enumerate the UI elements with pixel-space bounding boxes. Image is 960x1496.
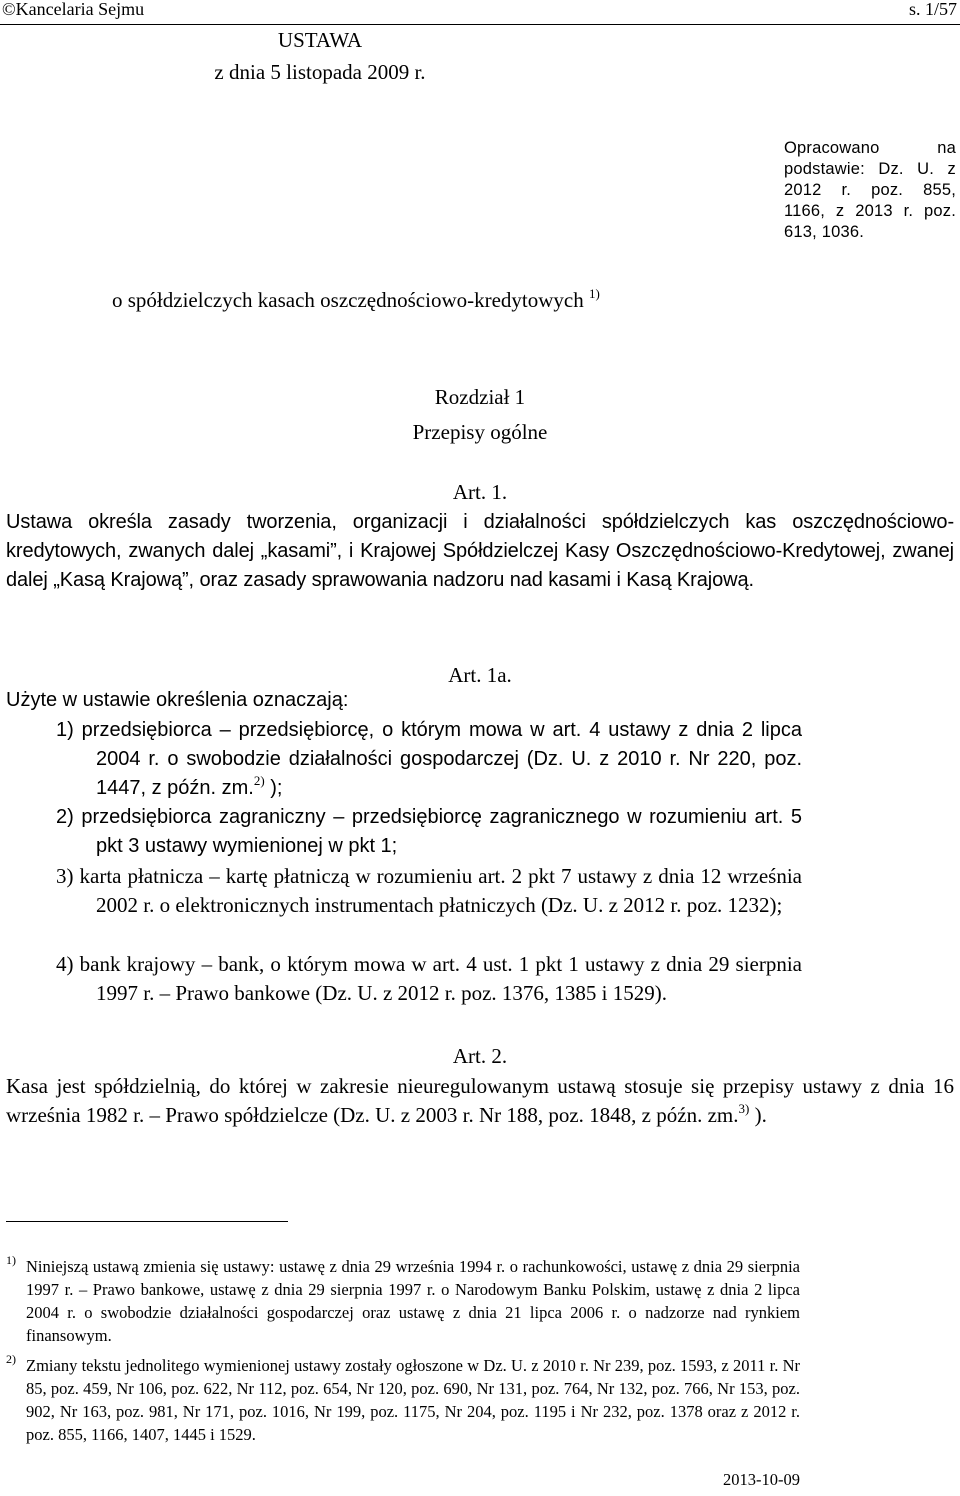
source-note-line: Opracowano na bbox=[784, 139, 956, 157]
definition-item bbox=[56, 803, 802, 861]
document-date: 2013-10-09 bbox=[723, 1470, 800, 1489]
footnote-text: Zmiany tekstu jednolitego wymienionej ustawy zostały ogłoszone w Dz. U. z 2010 r. Nr 239, poz. 1593, z 2011 r. Nr 85, poz. 459, Nr 106, poz. 622, Nr 112, poz. 654, Nr 120, poz. 690, Nr 131, poz. 764, Nr 132, poz. 766, Nr 153, poz. 902, Nr 163, poz. 981, Nr 171, poz. 1016, Nr 199, poz. 1175, Nr 204, poz. 1195 i Nr 232, poz. 1378 oraz z 2012 r. poz. 855, 1166, 1407, 1445 i 1529. bbox=[26, 1356, 800, 1444]
chapter-number: Rozdział 1 bbox=[434, 385, 526, 409]
definition-item bbox=[56, 950, 802, 1008]
act-title-block bbox=[120, 24, 520, 88]
act-subject-text: o spółdzielczych kasach oszczędnościowo-kredytowych bbox=[112, 288, 584, 312]
page-number: s. 1/57 bbox=[908, 0, 957, 19]
item-number: 4) bbox=[56, 952, 74, 976]
article-tail: ). bbox=[749, 1103, 767, 1127]
footnote bbox=[6, 1354, 800, 1446]
article-text bbox=[6, 1072, 954, 1130]
source-note bbox=[784, 138, 956, 243]
article-intro: Użyte w ustawie określenia oznaczają: bbox=[6, 689, 349, 711]
item-text: przedsiębiorca zagraniczny – przedsiębiorcę zagranicznego w rozumieniu art. 5 pkt 3 ustawy wymienionej w pkt 1; bbox=[81, 806, 802, 857]
footnote-mark: 1) bbox=[6, 1253, 16, 1267]
article-body: Kasa jest spółdzielnią, do której w zakresie nieuregulowanym ustawą stosuje się przepisy ustawy z dnia 16 września 1982 r. – Prawo spółdzielcze (Dz. U. z 2003 r. Nr 188, poz. 1848, z późn. zm. bbox=[6, 1074, 954, 1127]
source-note-line: 1166, z 2013 r. poz. bbox=[784, 202, 956, 220]
source-note-line: 613, 1036. bbox=[784, 223, 864, 241]
item-text: karta płatnicza – kartę płatniczą w rozumieniu art. 2 pkt 7 ustawy z dnia 12 września 2002 r. o elektronicznych instrumentach płatniczych (Dz. U. z 2012 r. poz. 1232); bbox=[79, 864, 802, 917]
act-type: USTAWA bbox=[277, 28, 363, 52]
publisher-header: ©Kancelaria Sejmu bbox=[2, 0, 145, 19]
footnote-separator bbox=[6, 1221, 288, 1222]
item-number: 1) bbox=[56, 719, 74, 741]
act-subject bbox=[112, 288, 600, 313]
chapter-name: Przepisy ogólne bbox=[412, 420, 548, 444]
footnote-ref[interactable]: 1) bbox=[589, 286, 600, 301]
footnote-ref[interactable]: 2) bbox=[253, 773, 265, 788]
footnote-ref[interactable]: 3) bbox=[738, 1101, 750, 1116]
source-note-line: podstawie: Dz. U. z bbox=[784, 160, 956, 178]
item-number: 2) bbox=[56, 806, 74, 828]
article-text: Ustawa określa zasady tworzenia, organizacji i działalności spółdzielczych kas oszczędnościowo-kredytowych, zwanych dalej „kasami”, i Krajowej Spółdzielczej Kasy Oszczędnościowo-Kredytowej, zwanej dalej „Kasą Krajową”, oraz zasady sprawowania nadzoru nad kasami i Kasą Krajową. bbox=[6, 511, 954, 591]
footnote bbox=[6, 1255, 800, 1347]
footnote-mark: 2) bbox=[6, 1352, 16, 1366]
article-heading: Art. 2. bbox=[452, 1044, 508, 1068]
definition-item bbox=[56, 862, 802, 920]
item-text: przedsiębiorca – przedsiębiorcę, o którym mowa w art. 4 ustawy z dnia 2 lipca 2004 r. o swobodzie działalności gospodarczej (Dz. U. z 2010 r. Nr 220, poz. 1447, z późn. zm. bbox=[81, 719, 802, 799]
footnote-text: Niniejszą ustawą zmienia się ustawy: ustawę z dnia 29 września 1994 r. o rachunkowości, ustawę z dnia 29 sierpnia 1997 r. – Prawo bankowe, ustawę z dnia 29 sierpnia 1997 r. o Narodowym Banku Polskim, ustawę z dnia 2 lipca 2004 r. o swobodzie działalności gospodarczej oraz ustawę z dnia 21 lipca 2006 r. o nadzorze nad rynkiem finansowym. bbox=[26, 1257, 800, 1345]
article-heading: Art. 1a. bbox=[448, 663, 512, 687]
act-date: z dnia 5 listopada 2009 r. bbox=[214, 60, 426, 84]
item-number: 3) bbox=[56, 864, 74, 888]
chapter-heading bbox=[0, 380, 960, 450]
item-tail: ); bbox=[264, 777, 283, 799]
item-text: bank krajowy – bank, o którym mowa w art. 4 ust. 1 pkt 1 ustawy z dnia 29 sierpnia 1997 r. – Prawo bankowe (Dz. U. z 2012 r. poz. 1376, 1385 i 1529). bbox=[79, 952, 803, 1005]
source-note-line: 2012 r. poz. 855, bbox=[784, 181, 956, 199]
definition-item bbox=[56, 716, 802, 803]
article-heading: Art. 1. bbox=[452, 480, 508, 504]
